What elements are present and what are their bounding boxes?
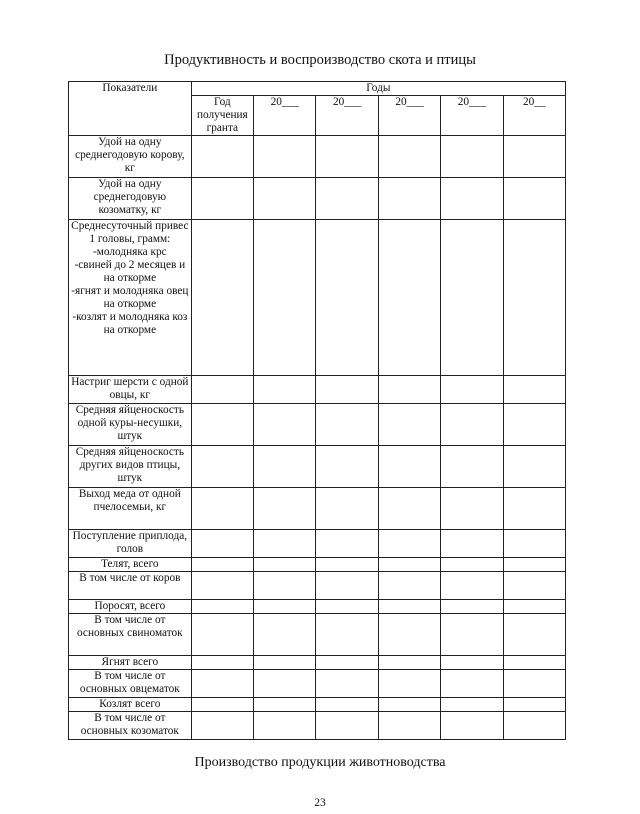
value-cell[interactable] bbox=[503, 404, 565, 446]
value-cell[interactable] bbox=[441, 712, 503, 740]
indicator-label: В том числе от основных козоматок bbox=[69, 712, 192, 740]
table-row bbox=[69, 446, 566, 488]
value-cell[interactable] bbox=[378, 220, 440, 376]
value-cell[interactable] bbox=[316, 712, 378, 740]
value-cell[interactable] bbox=[316, 446, 378, 488]
value-cell[interactable] bbox=[441, 446, 503, 488]
value-cell[interactable] bbox=[254, 178, 316, 220]
value-cell[interactable] bbox=[503, 446, 565, 488]
value-cell[interactable] bbox=[254, 600, 316, 614]
year-column-header: 20__ bbox=[503, 96, 565, 136]
value-cell[interactable] bbox=[316, 404, 378, 446]
value-cell[interactable] bbox=[191, 136, 253, 178]
value-cell[interactable] bbox=[254, 572, 316, 600]
value-cell[interactable] bbox=[191, 178, 253, 220]
table-row bbox=[69, 136, 566, 178]
value-cell[interactable] bbox=[191, 656, 253, 670]
table-row bbox=[69, 404, 566, 446]
indicator-label: Настриг шерсти с одной овцы, кг bbox=[69, 376, 192, 404]
value-cell[interactable] bbox=[378, 572, 440, 600]
value-cell[interactable] bbox=[378, 376, 440, 404]
value-cell[interactable] bbox=[378, 136, 440, 178]
value-cell[interactable] bbox=[254, 530, 316, 558]
value-cell[interactable] bbox=[316, 698, 378, 712]
value-cell[interactable] bbox=[191, 558, 253, 572]
table-row bbox=[69, 712, 566, 740]
value-cell[interactable] bbox=[503, 712, 565, 740]
value-cell[interactable] bbox=[378, 530, 440, 558]
value-cell[interactable] bbox=[191, 446, 253, 488]
table-row bbox=[69, 220, 566, 376]
value-cell[interactable] bbox=[316, 530, 378, 558]
table-row bbox=[69, 488, 566, 530]
value-cell[interactable] bbox=[191, 376, 253, 404]
value-cell[interactable] bbox=[441, 670, 503, 698]
table-row bbox=[69, 670, 566, 698]
value-cell[interactable] bbox=[254, 404, 316, 446]
value-cell[interactable] bbox=[503, 136, 565, 178]
value-cell[interactable] bbox=[441, 376, 503, 404]
value-cell[interactable] bbox=[254, 488, 316, 530]
value-cell[interactable] bbox=[378, 670, 440, 698]
value-cell[interactable] bbox=[503, 698, 565, 712]
value-cell[interactable] bbox=[254, 558, 316, 572]
year-column-header: 20___ bbox=[441, 96, 503, 136]
value-cell[interactable] bbox=[503, 530, 565, 558]
value-cell[interactable] bbox=[316, 488, 378, 530]
year-column-header: 20___ bbox=[316, 96, 378, 136]
year-column-header: Год получения гранта bbox=[191, 96, 253, 136]
value-cell[interactable] bbox=[316, 136, 378, 178]
value-cell[interactable] bbox=[316, 220, 378, 376]
indicator-label: Поросят, всего bbox=[69, 600, 192, 614]
indicator-label: Средняя яйценоскость других видов птицы, штук bbox=[69, 446, 192, 488]
indicator-label: Средняя яйценоскость одной куры-несушки, штук bbox=[69, 404, 192, 446]
value-cell[interactable] bbox=[191, 404, 253, 446]
value-cell[interactable] bbox=[441, 530, 503, 558]
table-title: Продуктивность и воспроизводство скота и птицы bbox=[164, 52, 476, 68]
table-row bbox=[69, 600, 566, 614]
value-cell[interactable] bbox=[191, 220, 253, 376]
value-cell[interactable] bbox=[254, 220, 316, 376]
value-cell[interactable] bbox=[441, 136, 503, 178]
value-cell[interactable] bbox=[503, 488, 565, 530]
value-cell[interactable] bbox=[378, 488, 440, 530]
table-row bbox=[69, 178, 566, 220]
value-cell[interactable] bbox=[503, 220, 565, 376]
value-cell[interactable] bbox=[503, 656, 565, 670]
indicator-label: Телят, всего bbox=[69, 558, 192, 572]
value-cell[interactable] bbox=[191, 614, 253, 656]
value-cell[interactable] bbox=[316, 656, 378, 670]
table-row bbox=[69, 656, 566, 670]
value-cell[interactable] bbox=[441, 656, 503, 670]
value-cell[interactable] bbox=[378, 178, 440, 220]
value-cell[interactable] bbox=[316, 572, 378, 600]
header-years: Годы bbox=[191, 82, 565, 96]
value-cell[interactable] bbox=[441, 600, 503, 614]
productivity-table bbox=[68, 81, 566, 740]
indicator-label: Поступление приплода, голов bbox=[69, 530, 192, 558]
header-row-top bbox=[69, 82, 566, 96]
value-cell[interactable] bbox=[378, 614, 440, 656]
value-cell[interactable] bbox=[316, 614, 378, 656]
indicator-label: Удой на одну среднегодовую козоматку, кг bbox=[69, 178, 192, 220]
value-cell[interactable] bbox=[503, 600, 565, 614]
value-cell[interactable] bbox=[441, 404, 503, 446]
page-number: 23 bbox=[314, 797, 326, 809]
value-cell[interactable] bbox=[191, 600, 253, 614]
value-cell[interactable] bbox=[191, 488, 253, 530]
table-row bbox=[69, 698, 566, 712]
value-cell[interactable] bbox=[254, 712, 316, 740]
indicator-label: Среднесуточный привес 1 головы, грамм: -молодняка крс -свиней до 2 месяцев и на откорме -ягнят и молодняка овец на откорме -козлят и молодняка коз на откорме bbox=[69, 220, 192, 376]
value-cell[interactable] bbox=[441, 488, 503, 530]
value-cell[interactable] bbox=[378, 558, 440, 572]
value-cell[interactable] bbox=[254, 614, 316, 656]
value-cell[interactable] bbox=[503, 376, 565, 404]
value-cell[interactable] bbox=[316, 558, 378, 572]
indicator-label: В том числе от основных свиноматок bbox=[69, 614, 192, 656]
value-cell[interactable] bbox=[316, 600, 378, 614]
value-cell[interactable] bbox=[254, 376, 316, 404]
indicator-label: Ягнят всего bbox=[69, 656, 192, 670]
table-row bbox=[69, 572, 566, 600]
value-cell[interactable] bbox=[191, 712, 253, 740]
value-cell[interactable] bbox=[441, 698, 503, 712]
value-cell[interactable] bbox=[503, 558, 565, 572]
value-cell[interactable] bbox=[441, 614, 503, 656]
value-cell[interactable] bbox=[191, 530, 253, 558]
value-cell[interactable] bbox=[191, 670, 253, 698]
value-cell[interactable] bbox=[378, 600, 440, 614]
value-cell[interactable] bbox=[441, 572, 503, 600]
value-cell[interactable] bbox=[316, 670, 378, 698]
value-cell[interactable] bbox=[441, 558, 503, 572]
value-cell[interactable] bbox=[378, 698, 440, 712]
value-cell[interactable] bbox=[503, 178, 565, 220]
value-cell[interactable] bbox=[378, 446, 440, 488]
indicator-label: В том числе от коров bbox=[69, 572, 192, 600]
value-cell[interactable] bbox=[378, 712, 440, 740]
value-cell[interactable] bbox=[254, 670, 316, 698]
table-row bbox=[69, 558, 566, 572]
table-row bbox=[69, 530, 566, 558]
table-row bbox=[69, 614, 566, 656]
section-subtitle: Производство продукции животноводства bbox=[194, 755, 446, 770]
value-cell[interactable] bbox=[316, 376, 378, 404]
value-cell[interactable] bbox=[378, 404, 440, 446]
value-cell[interactable] bbox=[254, 446, 316, 488]
header-indicators: Показатели bbox=[69, 82, 192, 136]
value-cell[interactable] bbox=[503, 572, 565, 600]
indicator-label: Удой на одну среднегодовую корову, кг bbox=[69, 136, 192, 178]
value-cell[interactable] bbox=[254, 656, 316, 670]
value-cell[interactable] bbox=[191, 698, 253, 712]
value-cell[interactable] bbox=[254, 698, 316, 712]
value-cell[interactable] bbox=[441, 178, 503, 220]
value-cell[interactable] bbox=[441, 220, 503, 376]
year-column-header: 20___ bbox=[378, 96, 440, 136]
value-cell[interactable] bbox=[378, 656, 440, 670]
value-cell[interactable] bbox=[316, 178, 378, 220]
year-column-header: 20___ bbox=[254, 96, 316, 136]
indicator-label: Выход меда от одной пчелосемьи, кг bbox=[69, 488, 192, 530]
value-cell[interactable] bbox=[254, 136, 316, 178]
value-cell[interactable] bbox=[503, 614, 565, 656]
value-cell[interactable] bbox=[191, 572, 253, 600]
indicator-label: В том числе от основных овцематок bbox=[69, 670, 192, 698]
table-row bbox=[69, 376, 566, 404]
value-cell[interactable] bbox=[503, 670, 565, 698]
indicator-label: Козлят всего bbox=[69, 698, 192, 712]
